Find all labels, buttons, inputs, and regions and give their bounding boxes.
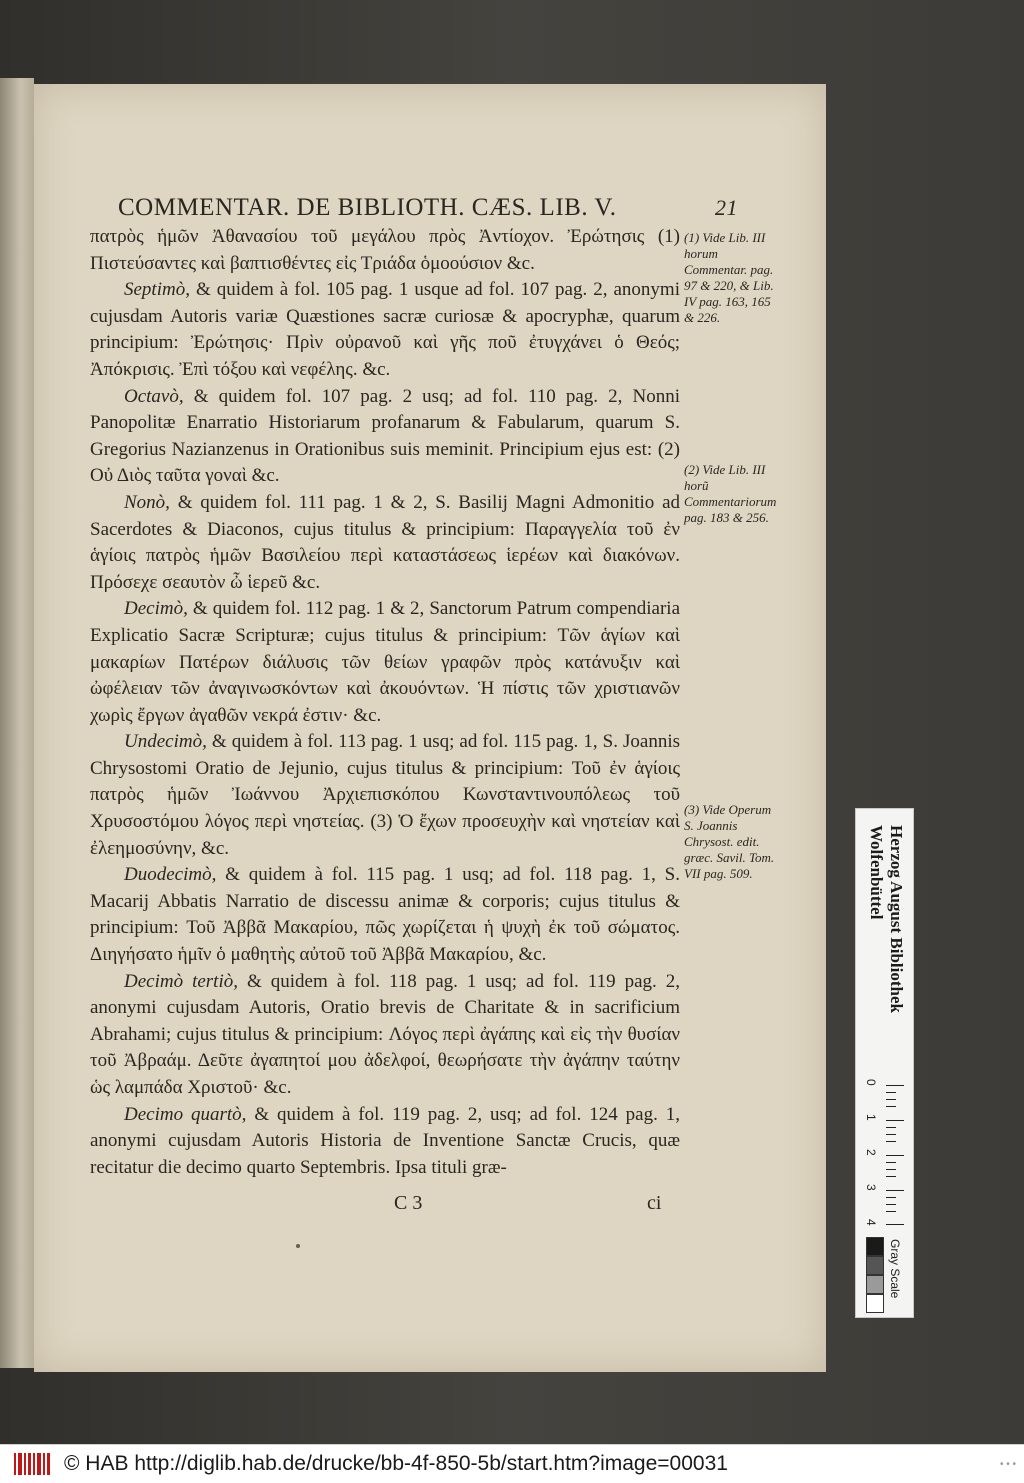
ruler-number: 2 [864,1149,878,1156]
gray-scale-patches [866,1237,884,1309]
gray-patch [866,1275,884,1294]
page-number: 21 [715,195,738,220]
paragraph: Nonò, & quidem fol. 111 pag. 1 & 2, S. Basilij Magni Admonitio ad Sacerdotes & Diaconos, cujus titulus & principium: Παραγγελία τοῦ ἐν ἁγίοις πατρὸς ἡμῶν Βασιλείου περὶ καταστάσεως ἱερέων καὶ διακόνων. Πρόσεχε σεαυτὸν ὦ ἱερεῦ &c. [90,491,680,593]
paragraph: Decimò, & quidem fol. 112 pag. 1 & 2, Sanctorum Patrum compendiaria Explicatio Sacræ Scripturæ; cujus titulus & principium: Τῶν ἁγίων καὶ μακαρίων Πατέρων διάλυσις τῶν θείων γραφῶν πρὸς κατάνυξιν καὶ ὠφέλειαν τῶν ἀναγινωσκόντων καὶ ἀκουόντων. Ἡ πίστις τῶν χριστιανῶν χωρὶς ἔργων ἀγαθῶν νεκρά ἐστιν· &c. [90,598,680,726]
margin-note-1: (1) Vide Lib. III horum Commentar. pag. 97 & 220, & Lib. IV pag. 163, 165 & 226. [684,230,774,325]
signature-mark: C 3 [394,1192,423,1214]
gray-scale-label: Gray Scale [888,1239,902,1299]
running-head [118,194,738,222]
paragraph: πατρὸς ἡμῶν Ἀθανασίου τοῦ μεγάλου πρὸς Ἀντίοχον. Ἐρώτησις (1) Πιστεύσαντες καὶ βαπτισθέντες εἰς Τριάδα ὁμοούσιον &c. [90,226,680,274]
paragraph: Duodecimò, & quidem à fol. 115 pag. 1 usq; ad fol. 118 pag. 1, S. Macarij Abbatis Narratio de discessu animæ & corporis; cujus titulus & principium: Τοῦ Ἀββᾶ Μακαρίου, πῶς χωρίζεται ἡ ψυχὴ ἐκ τοῦ σώματος. Διηγήσατο ἡμῖν ὁ μαθητὴς αὐτοῦ τοῦ Ἀββᾶ Μακαρίου, &c. [90,864,680,966]
library-name: Herzog August Bibliothek Wolfenbüttel [867,825,906,1013]
gray-patch [866,1237,884,1256]
previous-page-edge [0,78,34,1368]
margin-note-3: (3) Vide Operum S. Joannis Chrysost. edit. græc. Savil. Tom. VII pag. 509. [684,802,775,881]
gray-patch [866,1294,884,1313]
ruler-number: 3 [864,1184,878,1191]
status-dots: • • • [999,1458,1016,1470]
paragraph: Septimò, & quidem à fol. 105 pag. 1 usque ad fol. 107 pag. 2, anonymi cujusdam Autoris variæ Quæstiones sacræ curiosæ & apocryphæ, quarum principium: Ἐρώτησις· Πρὶν οὐρανοῦ καὶ γῆς ποῦ ἐτυγχάνει ὁ Θεός; Ἀπόκρισις. Ἐπὶ τόξου καὶ νεφέλης. &c. [90,279,680,380]
book-page [34,84,826,1372]
ruler-ticks [886,1085,906,1225]
running-head-title: COMMENTAR. DE BIBLIOTH. CÆS. LIB. V. [118,194,617,221]
color-ruler [855,808,914,1318]
paragraph: Decimò tertiò, & quidem à fol. 118 pag. 1 usq; ad fol. 119 pag. 2, anonymi cujusdam Autoris, Oratio brevis de Charitate & in sacrificium Abrahami; cujus titulus & principium: Λόγος περὶ ἀγάπης καὶ εἰς τὴν θυσίαν τοῦ Ἀβραάμ. Δεῦτε ἀγαπητοί μου ἀδελφοί, θεωρήσατε τὴν ἀγάπην ταύτην ὡς λαμπάδα Χριστοῦ· &c. [90,970,680,1098]
ruler-number: 0 [864,1079,878,1086]
catchword: ci [647,1192,662,1214]
status-bar [0,1444,1024,1483]
ink-speck [296,1244,300,1248]
ruler-number: 4 [864,1219,878,1226]
paragraph: Decimo quartò, & quidem à fol. 119 pag. 2, usq; ad fol. 124 pag. 1, anonymi cujusdam Autoris Historia de Inventione Sanctæ Crucis, quæ recitatur die decimo quarto Septembris. Ipsa tituli græ- [90,1103,681,1178]
page-body [90,224,680,1181]
gray-patch [866,1256,884,1275]
ruler-number: 1 [864,1114,878,1121]
margin-note-2: (2) Vide Lib. III horũ Commentariorum pag. 183 & 256. [684,462,777,525]
hab-logo-icon [14,1453,52,1475]
copyright-url[interactable]: © HAB http://diglib.hab.de/drucke/bb-4f-850-5b/start.htm?image=00031 [64,1452,728,1475]
paragraph: Octavò, & quidem fol. 107 pag. 2 usq; ad fol. 110 pag. 2, Nonni Panopolitæ Enarratio Historiarum profanarum & Fabularum, quarum S. Gregorius Nazianzenus in Orationibus suis meminit. Principium ejus est: (2) Οὐ Διὸς ταῦτα γοναὶ &c. [90,385,680,487]
paragraph: Undecimò, & quidem à fol. 113 pag. 1 usq; ad fol. 115 pag. 1, S. Joannis Chrysostomi Oratio de Jejunio, cujus titulus & principium: Τοῦ ἐν ἁγίοις πατρὸς ἡμῶν Ἰωάννου Ἀρχιεπισκόπου Κωνσταντινουπόλεως τοῦ Χρυσοστόμου λόγος περὶ νηστείας. (3) Ὁ ἔχων προσευχὴν καὶ νηστείαν καὶ ἐλεημοσύνην, &c. [90,731,680,859]
